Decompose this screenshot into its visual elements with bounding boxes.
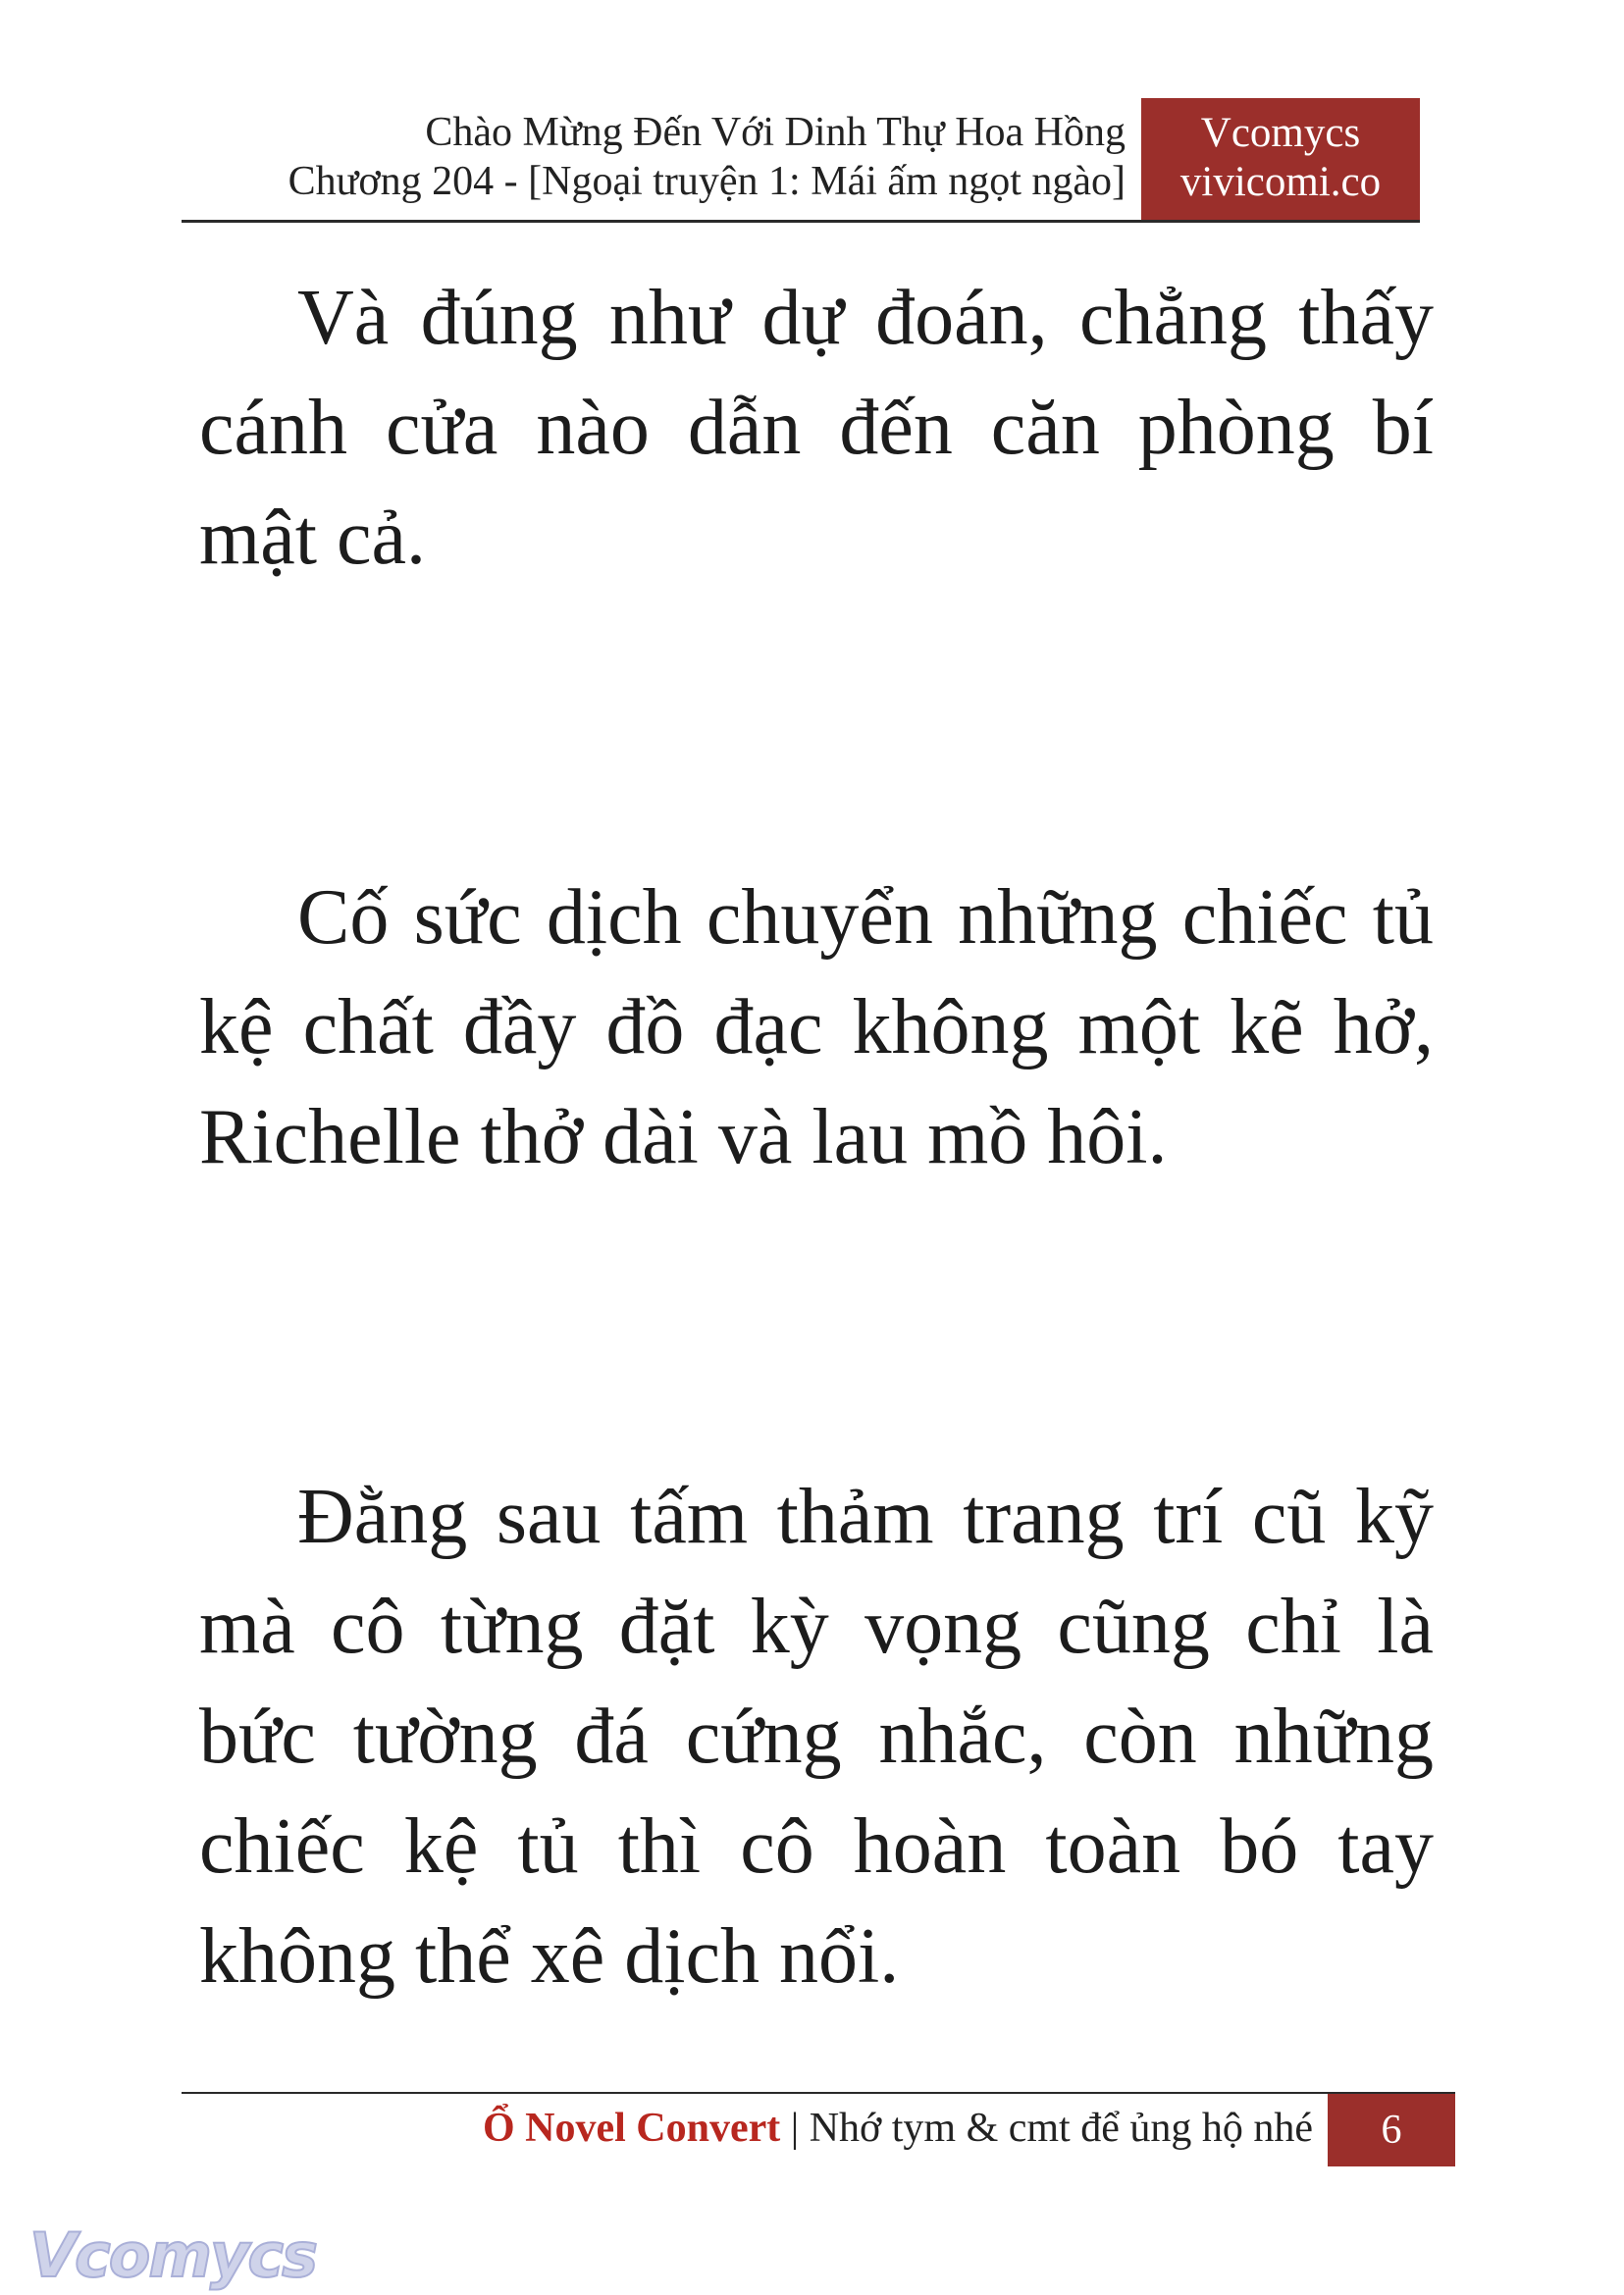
page-number: 6 [1328, 2094, 1455, 2166]
paragraph-3: Đằng sau tấm thảm trang trí cũ kỹ mà cô từng đặt kỳ vọng cũng chỉ là bức tường đá cứng nhắc, còn những chiếc kệ tủ thì cô hoàn toàn bó tay không thể xê dịch nổi. [199, 1474, 1434, 2000]
chapter-title: Chương 204 - [Ngoại truyện 1: Mái ấm ngọt ngào] [288, 159, 1126, 204]
footer-message-line [483, 2104, 1313, 2153]
footer-message: Nhớ tym & cmt để ủng hộ nhé [809, 2106, 1313, 2151]
watermark-logo: Vcomycs [29, 2219, 317, 2291]
footer-brand: Ổ Novel Convert [482, 2106, 781, 2151]
publisher-name: Vcomycs [1200, 110, 1361, 156]
page-header [182, 98, 1420, 223]
header-titles [288, 108, 1126, 206]
publisher-site: vivicomi.co [1179, 159, 1382, 205]
footer-separator: | [790, 2106, 800, 2151]
book-title: Chào Mừng Đến Với Dinh Thự Hoa Hồng [425, 110, 1126, 155]
paragraph-2: Cố sức dịch chuyển những chiếc tủ kệ chất đầy đồ đạc không một kẽ hở, Richelle thở dài và lau mồ hôi. [199, 874, 1434, 1180]
publisher-badge [1141, 98, 1420, 220]
page-footer [182, 2092, 1455, 2166]
page-content [199, 263, 1434, 2011]
paragraph-1: Và đúng như dự đoán, chẳng thấy cánh cửa nào dẫn đến căn phòng bí mật cả. [199, 275, 1434, 581]
